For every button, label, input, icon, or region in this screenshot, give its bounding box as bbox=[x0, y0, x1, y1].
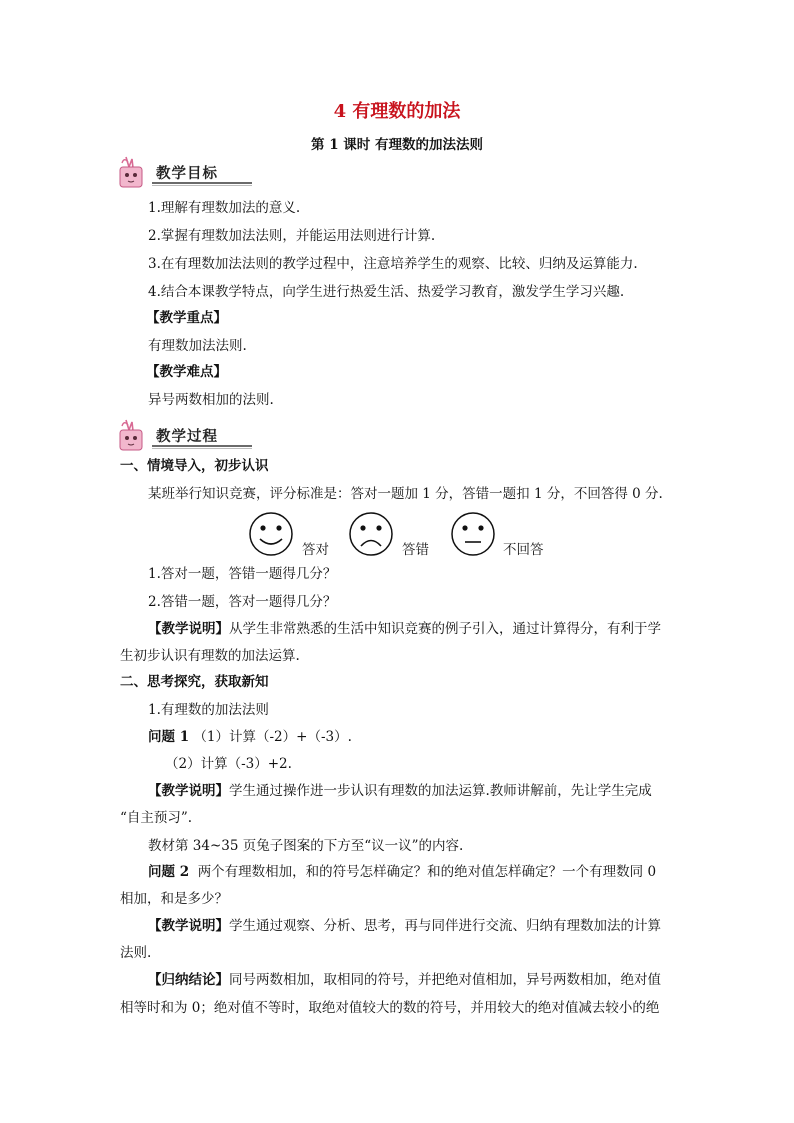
section-heading: 一、情境导入，初步认识 bbox=[120, 458, 269, 474]
badge-underline-shadow bbox=[152, 448, 252, 449]
note-tag: 【教学说明】 bbox=[148, 621, 229, 637]
goal-item: 4.结合本课教学特点，向学生进行热爱生活、热爱学习教育，激发学生学习兴趣. bbox=[148, 284, 625, 300]
frowning-face-icon bbox=[347, 511, 395, 557]
face-label: 答错 bbox=[402, 542, 429, 558]
problem-2-continued: 相加，和是多少？ bbox=[120, 891, 228, 907]
problem-text: 两个有理数相加，和的符号怎样确定？和的绝对值怎样确定？一个有理数同 0 bbox=[197, 864, 657, 880]
section-heading: 二、思考探究，获取新知 bbox=[120, 674, 269, 690]
note-text: 学生通过观察、分析、思考，再与同伴进行交流、归纳有理数加法的计算 bbox=[229, 918, 661, 934]
paragraph: 某班举行知识竞赛，评分标准是：答对一题加 1 分，答错一题扣 1 分，不回答得 0 分. bbox=[148, 486, 663, 502]
problem-2 bbox=[148, 862, 656, 882]
key-point-tag: 【教学重点】 bbox=[146, 310, 227, 326]
smiling-face-icon bbox=[247, 511, 295, 557]
goal-item: 2.掌握有理数加法法则，并能运用法则进行计算. bbox=[148, 228, 436, 244]
note-tag: 【教学说明】 bbox=[148, 783, 229, 799]
problem-1-part-b: （2）计算（-3）+2. bbox=[165, 756, 292, 772]
section-label: 教学目标 bbox=[156, 165, 218, 182]
note-text: 学生通过操作进一步认识有理数的加法运算.教师讲解前，先让学生完成 bbox=[229, 783, 652, 799]
teaching-note bbox=[148, 781, 652, 801]
badge-underline-shadow bbox=[152, 185, 252, 186]
section-badge-process bbox=[116, 416, 256, 450]
teaching-note-continued: “自主预习”. bbox=[120, 810, 193, 826]
section-label: 教学过程 bbox=[156, 428, 218, 445]
problem-text: （1）计算（-2）+（-3）. bbox=[193, 729, 352, 745]
problem-tag: 问题 1 bbox=[148, 729, 190, 745]
teaching-note-continued: 法则. bbox=[120, 945, 152, 961]
badge-underline bbox=[152, 445, 252, 447]
teaching-note bbox=[148, 619, 661, 639]
neutral-face-icon bbox=[449, 511, 497, 557]
problem-tag: 问题 2 bbox=[148, 864, 190, 880]
question-item: 1.答对一题，答错一题得几分？ bbox=[148, 566, 337, 582]
difficulty-text: 异号两数相加的法则. bbox=[148, 392, 274, 408]
key-point-text: 有理数加法法则. bbox=[148, 338, 247, 354]
page-subtitle: 第 1 课时 有理数的加法法则 bbox=[311, 137, 483, 153]
goal-item: 3.在有理数加法法则的教学过程中，注意培养学生的观察、比较、归纳及运算能力. bbox=[148, 256, 638, 272]
goal-item: 1.理解有理数加法的意义. bbox=[148, 200, 301, 216]
conclusion-text: 同号两数相加，取相同的符号，并把绝对值相加，异号两数相加，绝对值 bbox=[229, 972, 661, 988]
face-label: 答对 bbox=[302, 542, 329, 558]
note-tag: 【教学说明】 bbox=[148, 918, 229, 934]
badge-underline bbox=[152, 182, 252, 184]
face-label: 不回答 bbox=[503, 542, 544, 558]
teaching-note-continued: 生初步认识有理数的加法运算. bbox=[120, 648, 300, 664]
textbook-reference: 教材第 34~35 页兔子图案的下方至“议一议”的内容. bbox=[148, 838, 464, 854]
question-item: 2.答错一题，答对一题得几分？ bbox=[148, 594, 337, 610]
teaching-note bbox=[148, 916, 661, 936]
conclusion-continued: 相等时和为 0；绝对值不等时，取绝对值较大的数的符号，并用较大的绝对值减去较小的绝 bbox=[120, 1000, 660, 1016]
page-title: 4 有理数的加法 bbox=[333, 101, 461, 122]
section-badge-goals bbox=[116, 153, 256, 187]
conclusion-tag: 【归纳结论】 bbox=[148, 972, 229, 988]
sub-heading: 1.有理数的加法法则 bbox=[148, 702, 269, 718]
rabbit-mascot-icon bbox=[116, 153, 156, 189]
conclusion bbox=[148, 970, 661, 990]
problem-1 bbox=[148, 727, 352, 747]
note-text: 从学生非常熟悉的生活中知识竞赛的例子引入，通过计算得分，有利于学 bbox=[229, 621, 661, 637]
difficulty-tag: 【教学难点】 bbox=[146, 364, 227, 380]
rabbit-mascot-icon bbox=[116, 416, 156, 452]
